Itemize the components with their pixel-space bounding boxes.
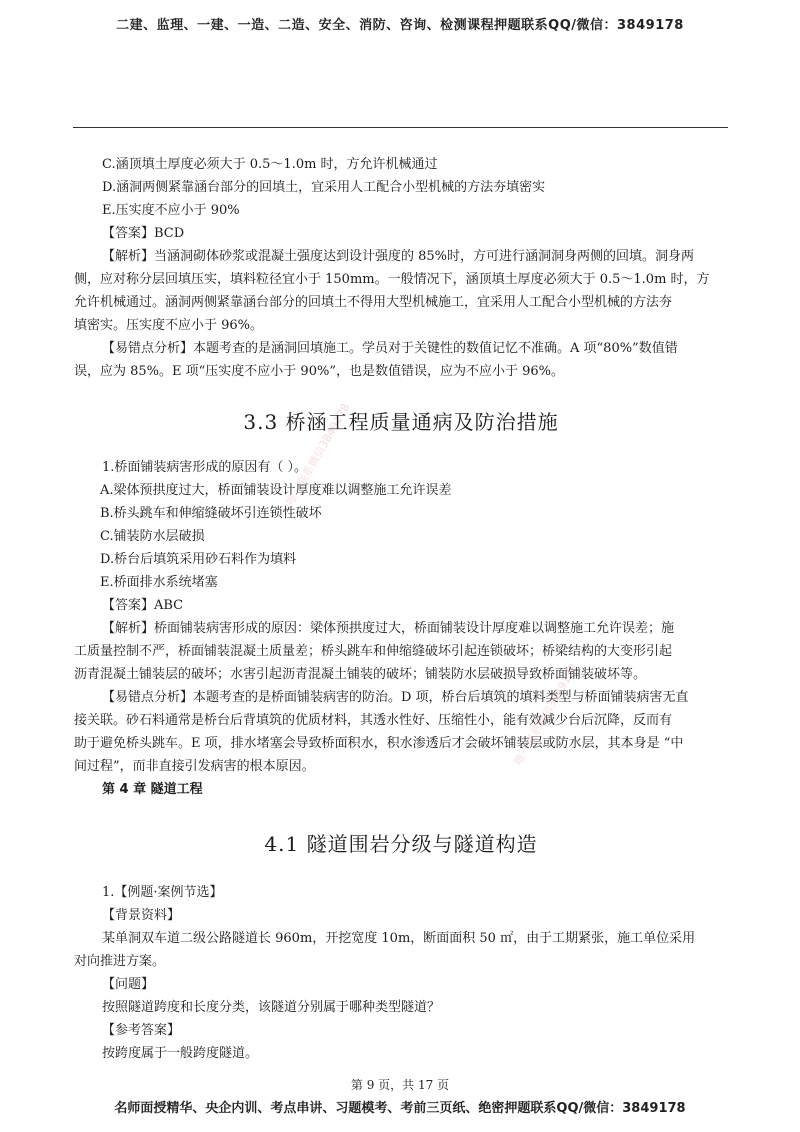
option-d: D.涵洞两侧紧靠涵台部分的回填土，宜采用人工配合小型机械的方法夯填密实 [102,180,546,195]
error-analysis-line: 误，应为 85%。E 项“压实度不应小于 90%”，也是数值错误，应为不应小于 96%。 [74,364,564,379]
watermark: 唯一联系微信3849178 [283,401,353,508]
error-analysis-line: 【易错点分析】本题考查的是涵洞回填施工。学员对于关键性的数值记忆不准确。A 项“80%”数值错 [102,341,678,356]
answer: 【答案】ABC [102,598,184,613]
page-footer: 名师面授精华、央企内训、考点串讲、习题模考、考前三页纸、绝密押题联系QQ/微信：3849178 [114,1101,686,1116]
option-e: E.桥面排水系统堵塞 [100,575,218,590]
background-label: 【背景资料】 [102,908,181,923]
option-c: C.涵顶填土厚度必须大于 0.5～1.0m 时，方允许机械通过 [102,157,438,172]
chapter-title: 第 4 章 隧道工程 [102,782,203,797]
section-title: 3.3 桥涵工程质量通病及防治措施 [243,410,559,434]
analysis-line: 侧，应对称分层回填压实，填料粒径宜小于 150mm。一般情况下，涵顶填土厚度必须大于 0.5～1.0m 时，方 [74,272,710,287]
question-text: 按照隧道跨度和长度分类，该隧道分别属于哪种类型隧道？ [102,1000,441,1015]
analysis-line: 工质量控制不严，桥面铺装混凝土质量差；桥头跳车和伸缩缝破坏引起连锁破坏；桥梁结构的大变形引起 [74,644,673,659]
analysis-line: 填密实。压实度不应小于 96%。 [74,318,264,333]
analysis-line: 沥青混凝土铺装层的破坏；水害引起沥青混凝土铺装的破坏；铺装防水层破损导致桥面铺装破坏等。 [74,667,647,682]
header-divider [73,127,728,128]
answer: 【答案】BCD [102,226,185,241]
background-text: 对向推进方案。 [74,954,166,969]
option-a: A.梁体预拱度过大，桥面铺装设计厚度难以调整施工允许误差 [100,483,452,498]
question-label: 【问题】 [102,977,155,992]
error-analysis-line: 【易错点分析】本题考查的是桥面铺装病害的防治。D 项，桥台后填筑的填料类型与桥面铺装病害无直 [102,690,689,705]
analysis-line: 允许机械通过。涵洞两侧紧靠涵台部分的回填土不得用大型机械施工，宜采用人工配合小型机械的方法夯 [74,295,673,310]
page-number: 第 9 页，共 17 页 [350,1078,450,1092]
reference-answer-label: 【参考答案】 [102,1023,181,1038]
option-d: D.桥台后填筑采用砂石料作为填料 [100,552,297,567]
error-analysis-line: 间过程”，而非直接引发病害的根本原因。 [74,759,315,774]
analysis-line: 【解析】当涵洞砌体砂浆或混凝土强度达到设计强度的 85%时，方可进行涵洞洞身两侧的回填。洞身两 [102,249,695,264]
error-analysis-line: 接关联。砂石料通常是桥台后背填筑的优质材料，其透水性好、压缩性小，能有效减少台后沉降，反而有 [74,713,673,728]
page-header: 二建、监理、一建、一造、二造、安全、消防、咨询、检测课程押题联系QQ/微信：3849178 [116,18,684,33]
section-title: 4.1 隧道围岩分级与隧道构造 [264,832,538,856]
background-text: 某单洞双车道二级公路隧道长 960m，开挖宽度 10m，断面面积 50 ㎡，由于工期紧张，施工单位采用 [102,931,696,946]
option-e: E.压实度不应小于 90% [102,203,240,218]
analysis-line: 【解析】桥面铺装病害形成的原因：梁体预拱度过大，桥面铺装设计厚度难以调整施工允许误差；施 [102,621,675,636]
question: 1.桥面铺装病害形成的原因有（ ）。 [102,460,308,475]
document-body [74,153,728,1065]
watermark: 唯一联系微信3849178 [511,661,581,768]
error-analysis-line: 助于避免桥头跳车。E 项，排水堵塞会导致桥面积水，积水渗透后才会破坏铺装层或防水层，其本身是 “中 [74,736,684,751]
reference-answer-text: 按跨度属于一般跨度隧道。 [102,1046,259,1061]
option-c: C.铺装防水层破损 [100,529,205,544]
example-title: 1.【例题·案例节选】 [102,885,223,900]
option-b: B.桥头跳车和伸缩缝破坏引连锁性破坏 [100,506,322,521]
